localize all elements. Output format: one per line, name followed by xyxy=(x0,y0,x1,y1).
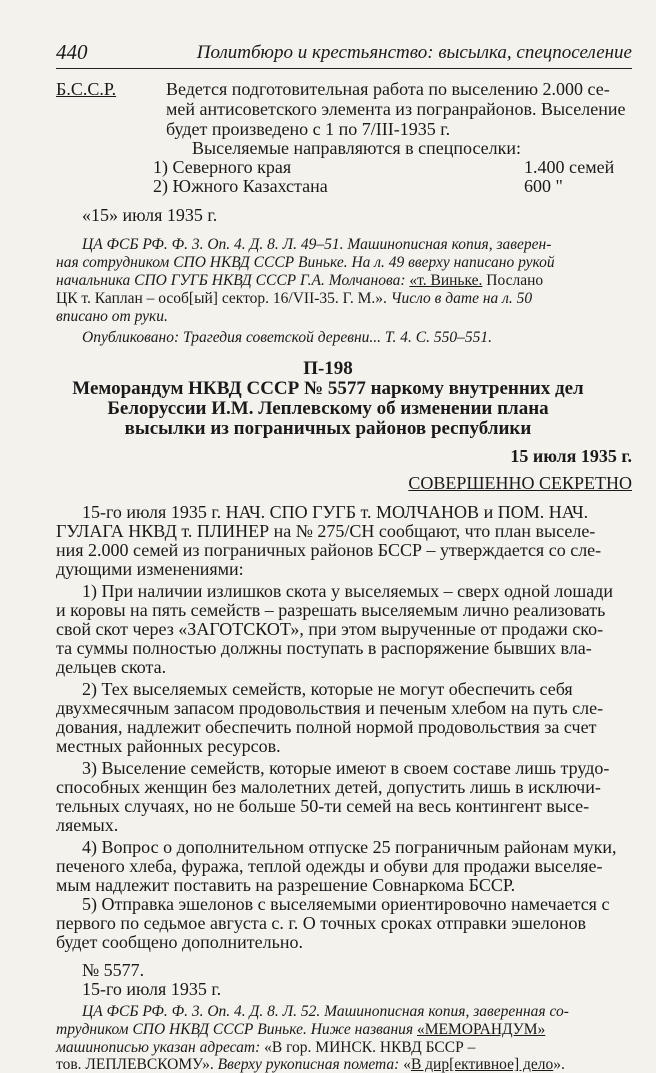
prev-para-line: будет произведено с 1 по 7/III-1935 г. xyxy=(166,119,451,139)
prev-list-item-value: 1.400 семей xyxy=(524,157,615,177)
prev-list-item-label: 2) Южного Казахстана xyxy=(153,176,328,196)
page-header xyxy=(56,40,632,64)
body-line: ляемых. xyxy=(56,815,119,835)
body-line: ГУЛАГА НКВД т. ПЛИНЕР на № 275/СН сообщают, что план выселе- xyxy=(56,521,596,541)
body-line: дования, надлежит обеспечить полной нормой продовольствия за счет xyxy=(56,717,597,737)
archive-note-line: ная сотрудником СПО НКВД СССР Виньке. На л. 49 вверху написано рукой xyxy=(56,254,555,271)
body-line: 1) При наличии излишков скота у выселяемых – сверх одной лошади xyxy=(82,581,613,601)
prev-list-item-label: 1) Северного края xyxy=(153,157,292,177)
body-line: дующими изменениями: xyxy=(56,559,244,579)
reference-date: 15-го июля 1935 г. xyxy=(82,979,222,999)
body-line: печеного хлеба, фуража, теплой одежды и обуви для продажи выселяе- xyxy=(56,856,603,876)
body-line: местных районных ресурсов. xyxy=(56,736,281,756)
archive-note-line: ЦК т. Каплан – особ[ый] сектор. 16/VII-35. Г. М.». Число в дате на л. 50 xyxy=(56,290,533,307)
body-line: 4) Вопрос о дополнительном отпуске 25 пограничным районам муки, xyxy=(82,837,617,857)
body-line: тельных случаях, но не больше 50-ти семей на весь контингент высе- xyxy=(56,796,590,816)
running-title: Политбюро и крестьянство: высылка, спецпоселение xyxy=(196,42,632,63)
body-line: первого по седьмое августа с. г. О точных сроках отправки эшелонов xyxy=(56,913,586,933)
prev-list-item-value: 600 " xyxy=(524,176,563,196)
body-line: ния 2.000 семей из пограничных районов БССР – утверждается со сле- xyxy=(56,540,602,560)
archive-note-line: вписано от руки. xyxy=(56,308,168,325)
body-line: и коровы на пять семейств – разрешать выселяемым лично реализовать xyxy=(56,600,606,620)
body-line: 15-го июля 1935 г. НАЧ. СПО ГУГБ т. МОЛЧАНОВ и ПОМ. НАЧ. xyxy=(82,502,589,522)
classification-stamp: СОВЕРШЕННО СЕКРЕТНО xyxy=(408,473,632,493)
body-line: 2) Тех выселяемых семейств, которые не могут обеспечить себя xyxy=(82,679,573,699)
archive-note-line: ЦА ФСБ РФ. Ф. 3. Оп. 4. Д. 8. Л. 52. Машинописная копия, заверенная со- xyxy=(82,1003,569,1020)
body-line: дельцев скота. xyxy=(56,657,167,677)
document-title-line: Меморандум НКВД СССР № 5577 наркому внутренних дел xyxy=(72,378,584,399)
publication-note: Опубликовано: Трагедия советской деревни... Т. 4. С. 550–551. xyxy=(82,329,493,346)
archive-note-line: ЦА ФСБ РФ. Ф. 3. Оп. 4. Д. 8. Л. 49–51. Машинописная копия, заверен- xyxy=(82,236,552,253)
archive-note-line: машинописью указан адресат: «В гор. МИНСК. НКВД БССР – xyxy=(56,1039,476,1056)
document-number: П-198 xyxy=(303,358,353,379)
archive-note-line: начальника СПО ГУГБ НКВД СССР Г.А. Молчанова: «т. Виньке. Послано xyxy=(56,272,544,289)
archive-note-line: тов. ЛЕПЛЕВСКОМУ». Вверху рукописная помета: «В дир[ективное] дело». xyxy=(56,1056,565,1073)
prev-date: «15» июля 1935 г. xyxy=(82,205,218,225)
body-line: двухмесячным запасом продовольствия и печеным хлебом на путь сле- xyxy=(56,698,604,718)
page-number: 440 xyxy=(56,40,88,64)
body-line: мым надлежит поставить на разрешение Совнаркома БССР. xyxy=(56,875,516,895)
prev-para-line: Ведется подготовительная работа по выселению 2.000 се- xyxy=(166,79,610,99)
document-title-line: Белоруссии И.М. Леплевскому об изменении плана xyxy=(107,398,549,419)
body-line: 5) Отправка эшелонов с выселяемыми ориентировочно намечается с xyxy=(82,894,610,914)
body-line: способных женщин без малолетних детей, допустить лишь в исключи- xyxy=(56,777,601,797)
body-line: 3) Выселение семейств, которые имеют в своем составе лишь трудо- xyxy=(82,758,610,778)
body-line: будет сообщено дополнительно. xyxy=(56,932,303,952)
document-title-line: высылки из пограничных районов республики xyxy=(124,418,532,439)
archive-note-line: трудником СПО НКВД СССР Виньке. Ниже названия «МЕМОРАНДУМ» xyxy=(56,1021,546,1038)
region-label: Б.С.С.Р. xyxy=(56,79,117,99)
document-date: 15 июля 1935 г. xyxy=(510,446,632,466)
header-rule xyxy=(56,68,632,69)
body-line: свой скот через «ЗАГОТСКОТ», при этом вырученные от продажи ско- xyxy=(56,619,604,639)
prev-para-line: мей антисоветского элемента из погранрайонов. Выселение xyxy=(166,99,626,119)
reference-number: № 5577. xyxy=(82,960,145,980)
prev-para-line: Выселяемые направляются в спецпоселки: xyxy=(192,138,522,158)
body-line: та суммы полностью должны поступать в распоряжение бывших вла- xyxy=(56,638,592,658)
